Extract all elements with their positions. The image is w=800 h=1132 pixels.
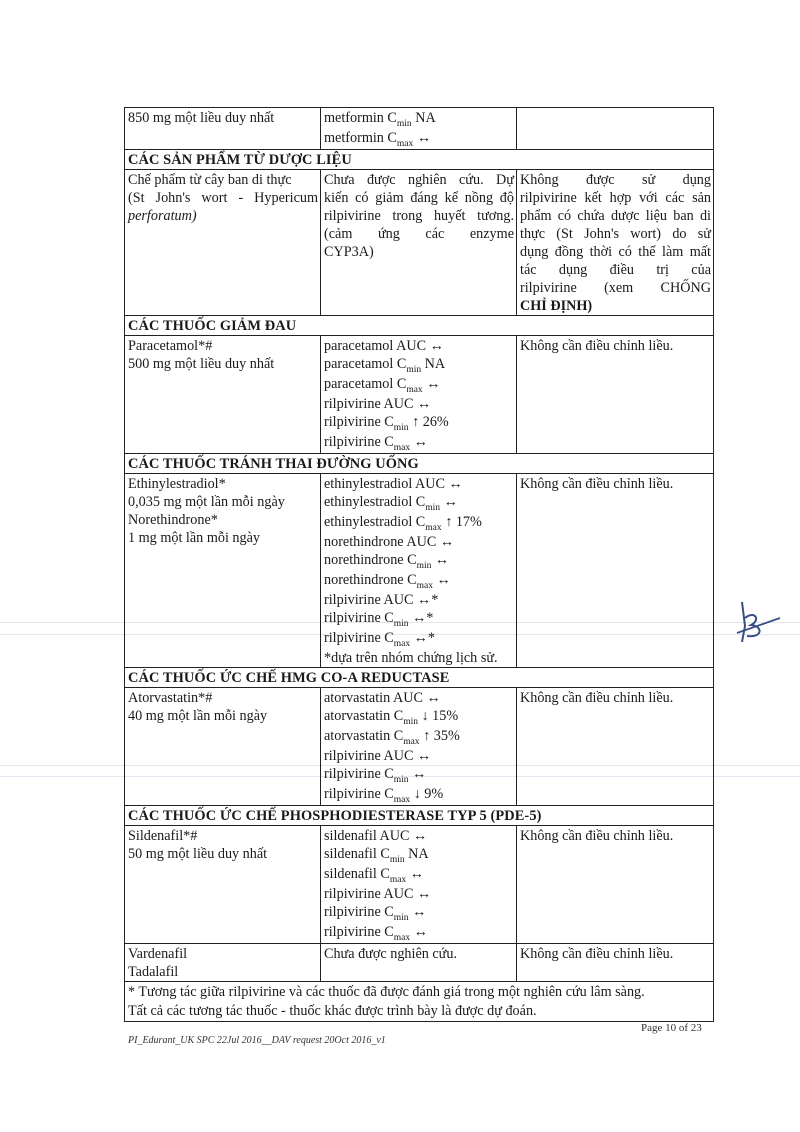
cell-line: rilpivirine $C_{min}$ ↔* <box>324 610 434 629</box>
footnote-line: * Tương tác giữa rilpivirine và các thuốc đã được đánh giá trong một nghiên cứu lâm sàng. <box>128 984 645 1000</box>
cell-line: 0,035 mg một lần mỗi ngày <box>128 494 285 510</box>
cell-line: atorvastatin $C_{min}$ ↓ 15% <box>324 708 459 727</box>
pk-effect-cell <box>321 108 517 150</box>
drug-dose-cell <box>125 688 321 806</box>
section-header-row <box>125 454 714 474</box>
cell-line: norethindrone $C_{min}$ ↔ <box>324 552 450 571</box>
cell-line: (St John's wort - Hypericum <box>128 190 318 206</box>
section-header-row <box>125 806 714 826</box>
cell-line: perforatum) <box>128 208 197 224</box>
cell-line: rilpivirine AUC ↔* <box>324 592 439 608</box>
cell-line: ethinylestradiol $C_{min}$ ↔ <box>324 494 458 513</box>
drug-dose-cell <box>125 826 321 944</box>
table-row <box>125 108 714 150</box>
cell-line: CYP3A) <box>324 244 374 260</box>
cell-line: rilpivirine $C_{max}$ ↔* <box>324 630 435 649</box>
cell-line: rilpivirine $C_{min}$ ↔ <box>324 766 427 785</box>
cell-line: rilpivirine kết hợp với các sản <box>520 190 711 206</box>
table-row <box>125 336 714 454</box>
drug-dose-cell <box>125 474 321 668</box>
footnote-line: Tất cả các tương tác thuốc - thuốc khác được trình bày là được dự đoán. <box>128 1003 537 1019</box>
table-row <box>125 826 714 944</box>
cell-line: Atorvastatin*# <box>128 690 213 706</box>
page-number: Page 10 of 23 <box>641 1022 702 1034</box>
recommendation-cell <box>517 474 714 668</box>
document-id: PI_Edurant_UK SPC 22Jul 2016__DAV request 20Oct 2016_v1 <box>128 1035 386 1046</box>
drug-interaction-table <box>124 107 714 1022</box>
cell-line: rilpivirine $C_{min}$ ↑ 26% <box>324 414 449 433</box>
cell-line: sildenafil AUC ↔ <box>324 828 428 844</box>
cell-line: Không cần điều chỉnh liều. <box>520 946 674 962</box>
cell-line: sildenafil $C_{max}$ ↔ <box>324 866 424 885</box>
cell-line: rilpivirine trong huyết tương. <box>324 208 514 224</box>
cell-line: rilpivirine $C_{max}$ ↓ 9% <box>324 786 444 805</box>
pk-effect-cell <box>321 944 517 982</box>
cell-line: sildenafil $C_{min}$ NA <box>324 846 429 865</box>
pk-effect-cell <box>321 170 517 316</box>
cell-line: atorvastatin AUC ↔ <box>324 690 441 706</box>
drug-dose-cell <box>125 108 321 150</box>
cell-line: Ethinylestradiol* <box>128 476 226 492</box>
cell-line: rilpivirine $C_{max}$ ↔ <box>324 924 428 943</box>
pk-effect-cell <box>321 474 517 668</box>
cell-line: 850 mg một liều duy nhất <box>128 110 275 126</box>
cell-line: rilpivirine (xem CHỐNG <box>520 280 711 296</box>
cell-line: Norethindrone* <box>128 512 218 528</box>
pk-effect-cell <box>321 826 517 944</box>
cell-line: rilpivirine AUC ↔ <box>324 886 432 902</box>
recommendation-cell <box>517 170 714 316</box>
cell-line: ethinylestradiol $C_{max}$ ↑ 17% <box>324 514 482 533</box>
table-row <box>125 944 714 982</box>
cell-line: ethinylestradiol AUC ↔ <box>324 476 463 492</box>
section-title: CÁC THUỐC ỨC CHẾ PHOSPHODIESTERASE TYP 5 (PDE-5) <box>125 806 714 826</box>
cell-line: Không cần điều chỉnh liều. <box>520 476 674 492</box>
drug-dose-cell <box>125 336 321 454</box>
cell-line: Không cần điều chỉnh liều. <box>520 338 674 354</box>
cell-line: CHỈ ĐỊNH) <box>520 298 593 314</box>
cell-line: Không cần điều chỉnh liều. <box>520 690 674 706</box>
cell-line: (cảm ứng các enzyme <box>324 226 514 242</box>
cell-line: kiến có giảm đáng kể nồng độ <box>324 190 514 206</box>
handwritten-initials-mark <box>733 598 783 648</box>
table-row <box>125 170 714 316</box>
cell-line: tác dụng điều trị của <box>520 262 711 278</box>
cell-line: metformin $C_{max}$ ↔ <box>324 130 431 149</box>
drug-dose-cell <box>125 170 321 316</box>
cell-line: rilpivirine AUC ↔ <box>324 396 432 412</box>
cell-line: Chưa được nghiên cứu. Dự <box>324 172 514 188</box>
cell-line: metformin $C_{min}$ NA <box>324 110 436 129</box>
section-title: CÁC SẢN PHẨM TỪ DƯỢC LIỆU <box>125 150 714 170</box>
cell-line: Sildenafil*# <box>128 828 198 844</box>
cell-line: Không cần điều chỉnh liều. <box>520 828 674 844</box>
recommendation-cell <box>517 108 714 150</box>
cell-line: thực (St John's wort) do sử <box>520 226 711 242</box>
cell-line: norethindrone $C_{max}$ ↔ <box>324 572 451 591</box>
section-header-row <box>125 150 714 170</box>
drug-dose-cell <box>125 944 321 982</box>
cell-line: dụng đồng thời có thể làm mất <box>520 244 711 260</box>
recommendation-cell <box>517 688 714 806</box>
section-header-row <box>125 668 714 688</box>
cell-line: rilpivirine $C_{max}$ ↔ <box>324 434 428 453</box>
cell-line: 500 mg một liều duy nhất <box>128 356 275 372</box>
footnote <box>125 982 714 1022</box>
cell-line: rilpivirine $C_{min}$ ↔ <box>324 904 427 923</box>
cell-line: Tadalafil <box>128 964 179 980</box>
table-row <box>125 688 714 806</box>
cell-line: rilpivirine AUC ↔ <box>324 748 432 764</box>
cell-line: Chưa được nghiên cứu. <box>324 946 458 962</box>
cell-line: *dựa trên nhóm chứng lịch sử. <box>324 650 498 666</box>
section-header-row <box>125 316 714 336</box>
cell-line: norethindrone AUC ↔ <box>324 534 455 550</box>
table-row <box>125 474 714 668</box>
recommendation-cell <box>517 944 714 982</box>
cell-line: paracetamol $C_{min}$ NA <box>324 356 446 375</box>
section-title: CÁC THUỐC GIẢM ĐAU <box>125 316 714 336</box>
cell-line: 50 mg một liều duy nhất <box>128 846 268 862</box>
section-title: CÁC THUỐC ỨC CHẾ HMG CO-A REDUCTASE <box>125 668 714 688</box>
cell-line: Chế phẩm từ cây ban di thực <box>128 172 292 188</box>
cell-line: 1 mg một lần mỗi ngày <box>128 530 261 546</box>
pk-effect-cell <box>321 336 517 454</box>
cell-line: paracetamol AUC ↔ <box>324 338 444 354</box>
cell-line: atorvastatin $C_{max}$ ↑ 35% <box>324 728 460 747</box>
cell-line: 40 mg một lần mỗi ngày <box>128 708 268 724</box>
recommendation-cell <box>517 336 714 454</box>
cell-line: phẩm có chứa dược liệu ban di <box>520 208 711 224</box>
footnote-row <box>125 982 714 1022</box>
cell-line: paracetamol $C_{max}$ ↔ <box>324 376 441 395</box>
pk-effect-cell <box>321 688 517 806</box>
cell-line: Paracetamol*# <box>128 338 213 354</box>
section-title: CÁC THUỐC TRÁNH THAI ĐƯỜNG UỐNG <box>125 454 714 474</box>
recommendation-cell <box>517 826 714 944</box>
cell-line: Không được sử dụng <box>520 172 711 188</box>
cell-line: Vardenafil <box>128 946 188 962</box>
